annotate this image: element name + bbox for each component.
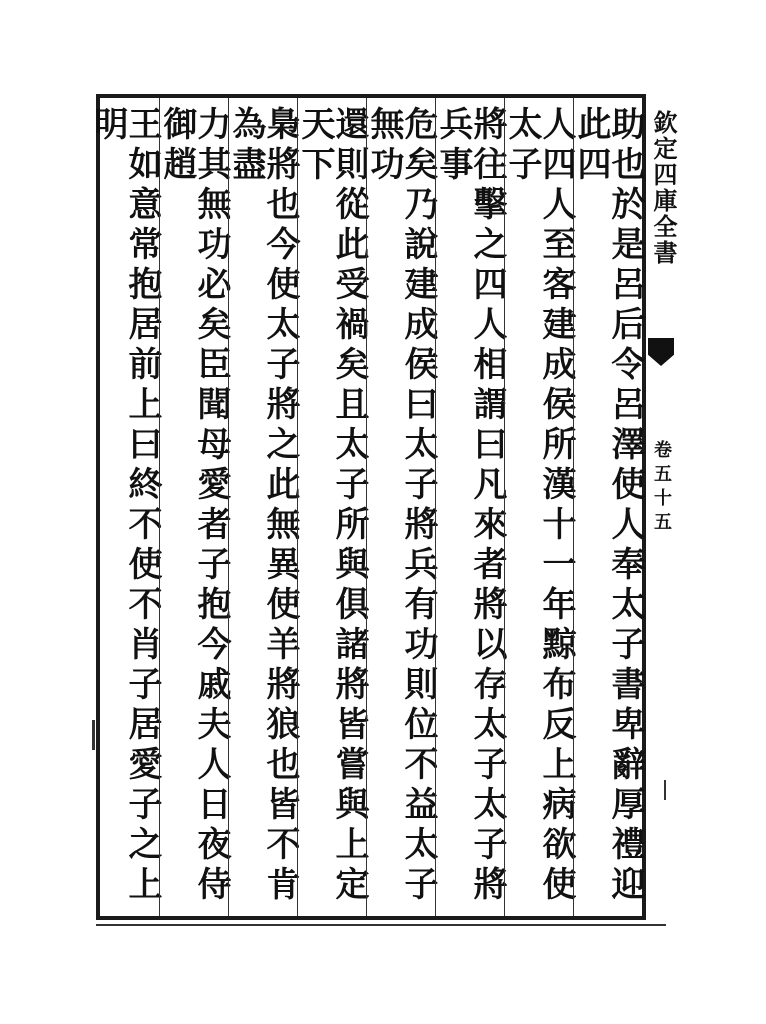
text-column-2 — [502, 98, 576, 916]
column-text: 將往擊之四人相謂曰凡來者將以存太子太子將兵事 — [433, 106, 507, 906]
text-column-4 — [364, 98, 438, 916]
text-column-5 — [295, 98, 369, 916]
text-column-3 — [433, 98, 507, 916]
column-text: 還則從此受禍矣且太子所與俱諸將皆嘗與上定天下 — [295, 106, 369, 906]
column-text: 梟將也今使太子將之此無異使羊將狼也皆不肯為盡 — [226, 106, 300, 906]
book-title: 欽定四庫全書 — [649, 110, 678, 266]
right-edge-mark — [664, 780, 666, 800]
column-text: 危矣乃說建成侯曰太子將兵有功則位不益太子無功 — [364, 106, 438, 906]
left-edge-mark — [92, 720, 95, 750]
text-column-1 — [571, 98, 645, 916]
column-text: 人四人至客建成侯所漢十一年黥布反上病欲使太子 — [502, 106, 576, 906]
volume-label: 卷五十五 — [651, 440, 672, 536]
text-column-6 — [226, 98, 300, 916]
text-frame — [88, 94, 646, 920]
column-text: 助也於是呂后令呂澤使人奉太子書卑辭厚禮迎此四 — [571, 106, 645, 906]
column-text: 力其無功必矣臣聞母愛者子抱今戚夫人日夜侍御趙 — [157, 106, 231, 906]
text-column-7 — [157, 98, 231, 916]
bottom-rule — [96, 924, 666, 926]
column-text: 王如意常抱居前上曰終不使不肖子居愛子之上明 — [88, 106, 162, 906]
text-column-8 — [88, 98, 162, 916]
